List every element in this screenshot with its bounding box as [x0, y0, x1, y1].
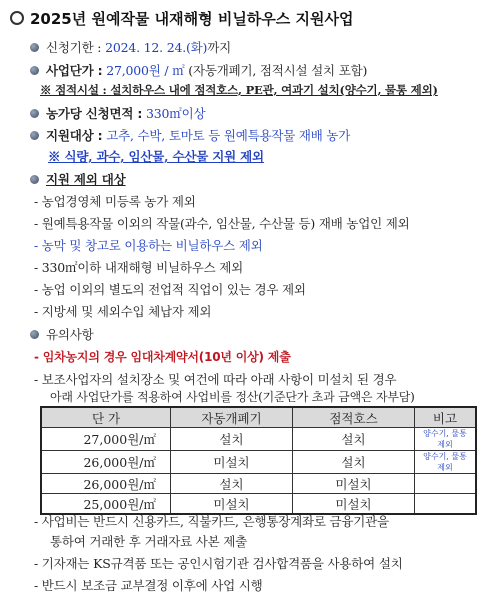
notice-header: 유의사항 [46, 327, 94, 342]
cell-drip: 미설치 [293, 474, 415, 494]
target-note: ※ 식량, 과수, 임산물, 수산물 지원 제외 [48, 149, 264, 164]
table-row [41, 474, 476, 494]
header-auto-opener: 자동개폐기 [171, 407, 293, 428]
cell-auto: 미설치 [171, 494, 293, 515]
title-text: 2025년 원예작물 내재해형 비닐하우스 지원사업 [30, 10, 354, 28]
period-row [30, 38, 231, 56]
area-value: 330㎡이상 [146, 106, 206, 121]
exclusion-header: 지원 제외 대상 [46, 172, 126, 187]
exclusion-item: - 지방세 및 세외수입 체납자 제외 [34, 304, 212, 319]
cell-price: 27,000원/㎡ [41, 428, 171, 451]
exclusion-header-row [30, 170, 126, 188]
cell-note [415, 494, 477, 515]
cell-auto: 설치 [171, 428, 293, 451]
header-remarks: 비고 [415, 407, 477, 428]
cell-price: 25,000원/㎡ [41, 494, 171, 515]
sphere-bullet-icon [30, 43, 39, 52]
table-header-row [41, 407, 476, 428]
notice-sub-line2: 아래 사업단가를 적용하여 사업비를 정산(기준단가 초과 금액은 자부담) [50, 390, 415, 404]
target-value: 고추, 수박, 토마토 등 원예특용작물 재배 농가 [106, 128, 351, 143]
sphere-bullet-icon [30, 131, 39, 140]
area-label: 농가당 신청면적 : [46, 106, 143, 121]
table-row [41, 428, 476, 451]
period-value: 2024. 12. 24.(화) [105, 40, 208, 55]
exclusion-item: - 원예특용작물 이외의 작물(과수, 임산물, 수산물 등) 재배 농업인 제외 [34, 216, 410, 231]
cell-drip: 설치 [293, 451, 415, 474]
target-row [30, 126, 350, 144]
cell-drip: 설치 [293, 428, 415, 451]
footer-note: - 반드시 보조금 교부결정 이후에 사업 시행 [34, 578, 263, 593]
unit-price-table [40, 406, 477, 515]
sphere-bullet-icon [30, 175, 39, 184]
footer-note: 통하여 거래한 후 거래자료 사본 제출 [50, 534, 247, 549]
cell-auto: 설치 [171, 474, 293, 494]
area-row [30, 104, 205, 122]
header-drip-hose: 점적호스 [293, 407, 415, 428]
cell-note: 양수기, 물통 제외 [415, 451, 477, 474]
cell-price: 26,000원/㎡ [41, 451, 171, 474]
exclusion-item: - 농막 및 창고로 이용하는 비닐하우스 제외 [34, 238, 263, 253]
table-row [41, 494, 476, 515]
sphere-bullet-icon [30, 109, 39, 118]
cell-price: 26,000원/㎡ [41, 474, 171, 494]
ring-bullet-icon [10, 11, 24, 25]
header-price: 단 가 [41, 407, 171, 428]
sphere-bullet-icon [30, 330, 39, 339]
period-label: 신청기한 : [46, 40, 102, 55]
unit-price-row [30, 61, 367, 79]
target-label: 지원대상 : [46, 128, 103, 143]
period-suffix: 까지 [207, 40, 231, 55]
notice-header-row [30, 325, 94, 343]
exclusion-item: - 농업 이외의 별도의 전업적 직업이 있는 경우 제외 [34, 282, 306, 297]
footer-note: - 기자재는 KS규격품 또는 공인시험기관 검사합격품을 사용하여 설치 [34, 556, 403, 571]
cell-auto: 미설치 [171, 451, 293, 474]
exclusion-item: - 농업경영체 미등록 농가 제외 [34, 194, 196, 209]
cell-note [415, 474, 477, 494]
notice-sub-line1: - 보조사업자의 설치장소 및 여건에 따라 아래 사항이 미설치 된 경우 [34, 372, 397, 387]
table-row [41, 451, 476, 474]
cell-drip: 미설치 [293, 494, 415, 515]
unit-price-label: 사업단가 : [46, 63, 103, 78]
notice-lease: - 임차농지의 경우 임대차계약서(10년 이상) 제출 [34, 350, 291, 364]
exclusion-item: - 330㎡이하 내재해형 비닐하우스 제외 [34, 260, 244, 275]
sphere-bullet-icon [30, 66, 39, 75]
unit-price-value: 27,000원 / ㎡ [106, 63, 185, 78]
document-title [10, 8, 353, 29]
unit-price-suffix: (자동개폐기, 점적시설 설치 포함) [188, 63, 368, 78]
cell-note: 양수기, 물통 제외 [415, 428, 477, 451]
drip-note: ※ 점적시설 : 설치하우스 내에 점적호스, PE관, 여과기 설치(양수기, 물통 제외) [40, 83, 438, 97]
footer-note: - 사업비는 반드시 신용카드, 직불카드, 은행통장계좌로 금융기관을 [34, 514, 389, 529]
